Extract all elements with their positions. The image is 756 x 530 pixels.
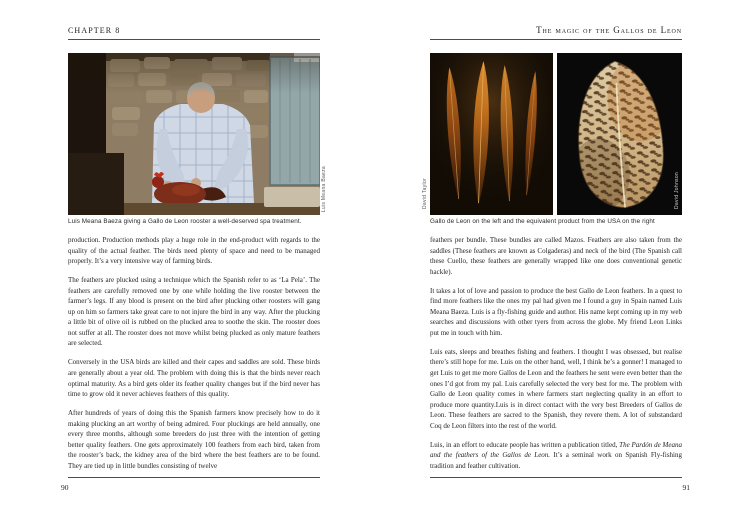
right-page-body bbox=[430, 235, 682, 480]
left-page-number: 90 bbox=[61, 483, 69, 492]
left-page-header: CHAPTER 8 bbox=[68, 26, 121, 35]
paragraph: After hundreds of years of doing this the Spanish farmers know precisely how to do it making plucking an art worthy of being admired. Four pluckings are held annually, one every three months, although some breeders do just three with the intention of getting better quality feathers. One gets approximately 100 feathers from each bird, taken from the rooster’s back, the kidney area of the bird where the best feathers are to be found. They are tied up in little bundles consisting of twelve bbox=[68, 409, 320, 470]
paragraph: feathers per bundle. These bundles are called Mazos. Feathers are also taken from the saddles (These feathers are known as Colgaderas) and neck of the bird (The Spanish call these Cuello, these feathers are generally wrapped like one does conventional genetic hackle). bbox=[430, 236, 682, 276]
left-page-body bbox=[68, 235, 320, 480]
right-footer-rule bbox=[430, 477, 682, 478]
paragraph: Luis eats, sleeps and breathes fishing and feathers. I thought I was obsessed, but realise there’s still hope for me. Luis on the other hand, well, I think he’s a gonner! I managed to get Luis to get me more Gallos de Leon and the feathers he sent were even better than the ones I’d got from my pal. Luis carefully selected the very best for me. The problem with Gallo de Leon quality comes in where farmers start neglecting quality in an effort to produce more quantity.Luis is in direct contact with the very best Breeders of Gallos de Leon. These feathers are sacred to the Spanish, they revere them. A lot of substandard Coq de Leon filters into the rest of the world. bbox=[430, 347, 682, 430]
publication-title: The Pardón de Meana and the feathers of the Gallos de Leon. bbox=[430, 440, 682, 460]
paragraph: production. Production methods play a huge role in the end-product with regards to the quality of the actual feather. The birds need plenty of space and need to be managed properly. It’s a very intensive way of farming birds. bbox=[68, 236, 320, 266]
gallo-feathers-photo bbox=[430, 53, 553, 215]
rooster-spa-photo bbox=[68, 53, 320, 215]
photo-credit-right-right: David Johnson bbox=[674, 172, 680, 209]
paragraph: The feathers are plucked using a technique which the Spanish refer to as ‘La Pela’. The feathers are carefully removed one by one while holding the live rooster between the farmer’s legs. If any blood is present on the bird after plucking other roosters will gang up on him so farmers take great care to not injure the bird in any way. After the plucking a little bit of olive oil is rubbed on the plucked area to soothe the skin. The rooster does not suffer at all. The rooster does not move whilst being plucked as only mature feathers are selected. bbox=[68, 276, 320, 348]
right-photo-caption: Gallo de Leon on the left and the equivalent product from the USA on the right bbox=[430, 218, 655, 225]
photo-credit-right-left: David Taylor bbox=[422, 178, 428, 210]
right-page-number: 91 bbox=[682, 483, 690, 492]
right-header-rule bbox=[430, 39, 682, 40]
left-photo-caption: Luis Meana Baeza giving a Gallo de Leon rooster a well-deserved spa treatment. bbox=[68, 218, 302, 225]
paragraph: It takes a lot of love and passion to produce the best Gallo de Leon feathers. In a quest to find more feathers like the ones my pal had given me I found a guy in Spain named Luis Meana Baeza. Luis is a fly-fishing guide and author. His name kept coming up in my web searches and discussions with other tyers from across the globe. My friend Leon Links put me in touch with him. bbox=[430, 286, 682, 337]
final-paragraph-pre: Luis, in an effort to educate people has written a publication titled, bbox=[430, 440, 620, 449]
left-header-rule bbox=[68, 39, 320, 40]
paragraph-with-title bbox=[430, 440, 682, 472]
left-footer-rule bbox=[68, 477, 320, 478]
usa-feather-photo bbox=[557, 53, 682, 215]
photo-credit-left-page: Luis Meana Baeza bbox=[321, 166, 327, 213]
final-paragraph-post: It’s a seminal work on Spanish Fly-fishing tradition and feather cultivation. bbox=[430, 451, 682, 470]
right-page-header: The magic of the Gallos de Leon bbox=[536, 25, 682, 35]
paragraph: Conversely in the USA birds are killed and their capes and saddles are sold. These birds are generally about a year old. The problem with doing this is that the birds never reach optimal maturity. As a bird gets older its feather quality changes but if the bird never has time to grow old it never achieves feathers of this quality. bbox=[68, 358, 320, 399]
